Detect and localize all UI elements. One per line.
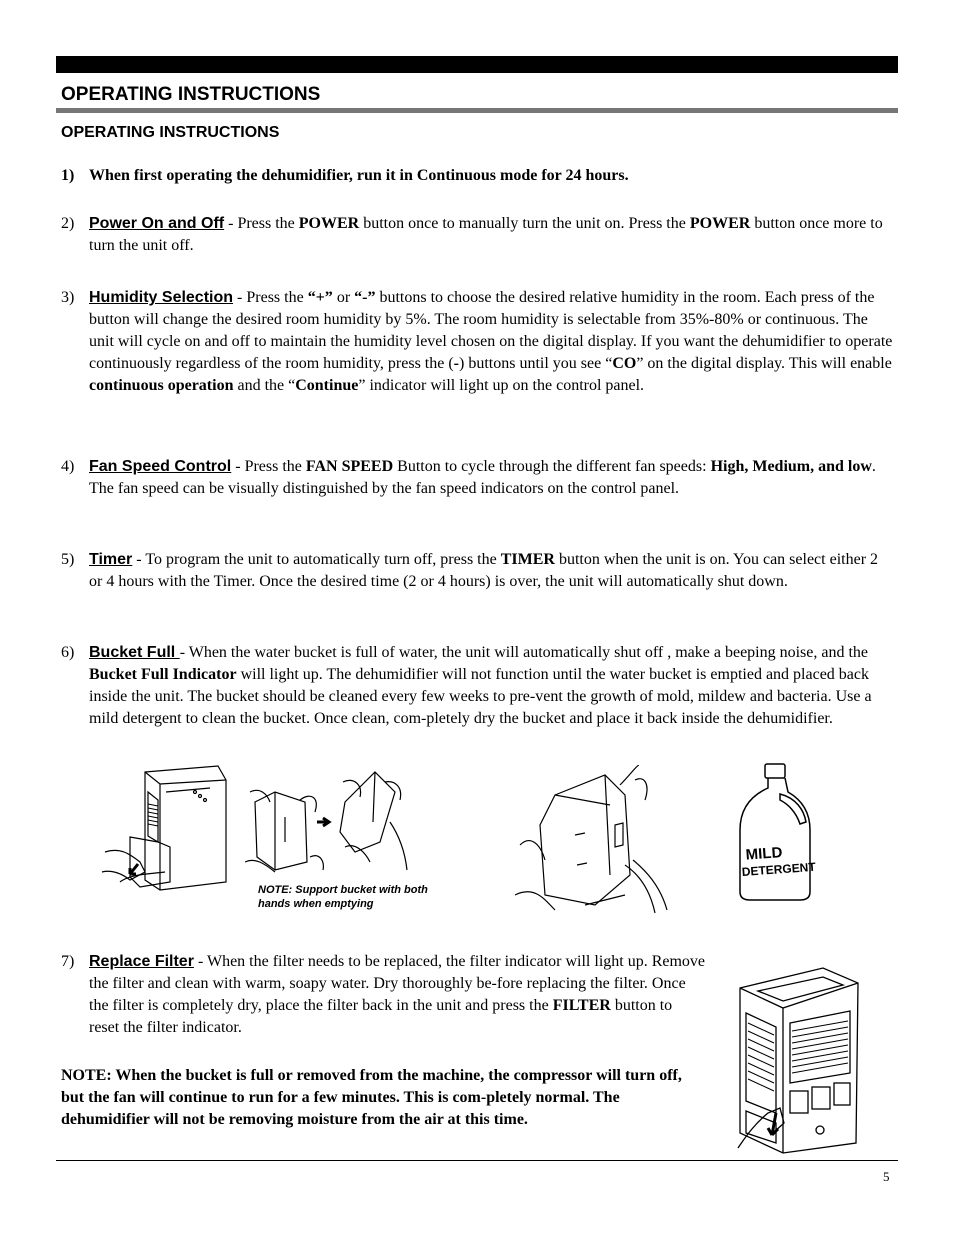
item-text: button to reset the filter indicator. (89, 997, 673, 1036)
item-number: 3) (61, 289, 75, 306)
item-number: 5) (61, 551, 75, 568)
item-title: Bucket Full (89, 644, 180, 661)
item-bold: FILTER (552, 997, 611, 1014)
item-number: 2) (61, 215, 75, 232)
item-title: Humidity Selection (89, 289, 234, 306)
compressor-note: NOTE: When the bucket is full or removed from the machine, the compressor will turn off, but the fan will continue to run for a few minutes. This is com-pletely normal. The dehumidifier will not be removing moisture from the air at this time. (61, 1067, 682, 1128)
item-body (89, 213, 895, 257)
top-black-bar (56, 56, 898, 73)
item-bold: CO (612, 355, 637, 372)
item-bold: POWER (689, 215, 751, 232)
bottle-label-detergent: DETERGENT (741, 859, 817, 879)
item-bold: “-” (354, 289, 376, 306)
instruction-item-7 (61, 951, 706, 1039)
item-bold: High, Medium, and low (710, 458, 872, 475)
item-bold: continuous operation (89, 377, 234, 394)
item-body (89, 549, 895, 593)
item-number: 6) (61, 644, 75, 661)
item-body (89, 456, 895, 500)
item-text: button when the unit is on. You can select either 2 or 4 hours with the Timer. Once the desired time (2 or 4 hours) is over, the unit will automatically shut down. (89, 551, 879, 590)
item-body (89, 287, 895, 397)
item-title: Fan Speed Control (89, 458, 232, 475)
item-bold: TIMER (500, 551, 555, 568)
item-text: button once to manually turn the unit on. Press the (359, 215, 690, 232)
filter-replacement-illustration (728, 963, 868, 1158)
instruction-item-6 (61, 642, 895, 730)
item-bold: “+” (307, 289, 333, 306)
item-number: 1) (61, 167, 75, 184)
footer-rule (56, 1160, 898, 1161)
item-text: - When the filter needs to be replaced, the filter indicator will light up. Remove the filter and clean with warm, soapy water. Dry thoroughly be-fore replacing the filter. Once the filter is completely dry, place the filter back in the unit and press the (89, 953, 706, 1014)
bottle-label-mild: MILD (745, 844, 783, 864)
item-number: 7) (61, 953, 75, 970)
item-text: - Press the (231, 458, 306, 475)
item-text: and the “ (233, 377, 296, 394)
instruction-item-5 (61, 549, 895, 593)
item-text: button once more to turn the unit off. (89, 215, 883, 254)
item-text: or (332, 289, 355, 306)
item-text: - Press the (233, 289, 308, 306)
item-text: will light up. The dehumidifier will not function until the water bucket is emptied and placed back inside the unit. The bucket should be cleaned every few weeks to pre-vent the growth of mold, mildew and bacteria. Use a mild detergent to clean the bucket. Once clean, com-pletely dry the bucket and place it back inside the dehumidifier. (89, 666, 872, 727)
item-bold: Continue (295, 377, 359, 394)
item-bold: POWER (298, 215, 360, 232)
instruction-item-1 (61, 165, 895, 187)
item-title: Power On and Off (89, 215, 225, 232)
item-title: Timer (89, 551, 133, 568)
page-number: 5 (883, 1169, 890, 1184)
mild-detergent-bottle-illustration (730, 760, 820, 905)
item-text: ” on the digital display. This will enable (636, 355, 892, 372)
item-text: - To program the unit to automatically turn off, press the (132, 551, 501, 568)
emptying-bucket-illustration (245, 762, 425, 877)
cleaning-bucket-illustration (515, 765, 670, 915)
dehumidifier-bucket-removal-illustration (100, 762, 245, 894)
item-text: Button to cycle through the different fan speeds: (393, 458, 711, 475)
item-text: . The fan speed can be visually distinguished by the fan speed indicators on the control panel. (89, 458, 876, 497)
item-body (89, 951, 706, 1039)
item-text: buttons to choose the desired relative humidity in the room. Each press of the button will change the desired room humidity by 5%. The room humidity is selectable from 35%-80% or continuous. The unit will cycle on and off to maintain the humidity level chosen on the digital display. If you want the dehumidifier to operate continuously regardless of the room humidity, press the ( (89, 289, 893, 372)
item-text: - Press the (224, 215, 299, 232)
item-text: - When the water bucket is full of water, the unit will automatically shut off , make a beeping noise, and the (179, 644, 869, 661)
item-text: ” indicator will light up on the control panel. (358, 377, 645, 394)
item-bold: - (453, 355, 459, 372)
item-text: ) buttons until you see “ (459, 355, 613, 372)
instruction-item-3 (61, 287, 895, 397)
item-bold: FAN SPEED (305, 458, 394, 475)
section-title-rule (56, 108, 898, 113)
item-number: 4) (61, 458, 75, 475)
instruction-item-2 (61, 213, 895, 257)
section-title: OPERATING INSTRUCTIONS (61, 84, 321, 105)
instruction-item-4 (61, 456, 895, 500)
subtitle: OPERATING INSTRUCTIONS (61, 124, 280, 141)
figure-caption: NOTE: Support bucket with both hands when emptying (258, 884, 428, 910)
item-text: When first operating the dehumidifier, run it in Continuous mode for 24 hours. (89, 167, 629, 184)
item-body (89, 642, 895, 730)
item-title: Replace Filter (89, 953, 194, 970)
item-bold: Bucket Full Indicator (89, 666, 237, 683)
